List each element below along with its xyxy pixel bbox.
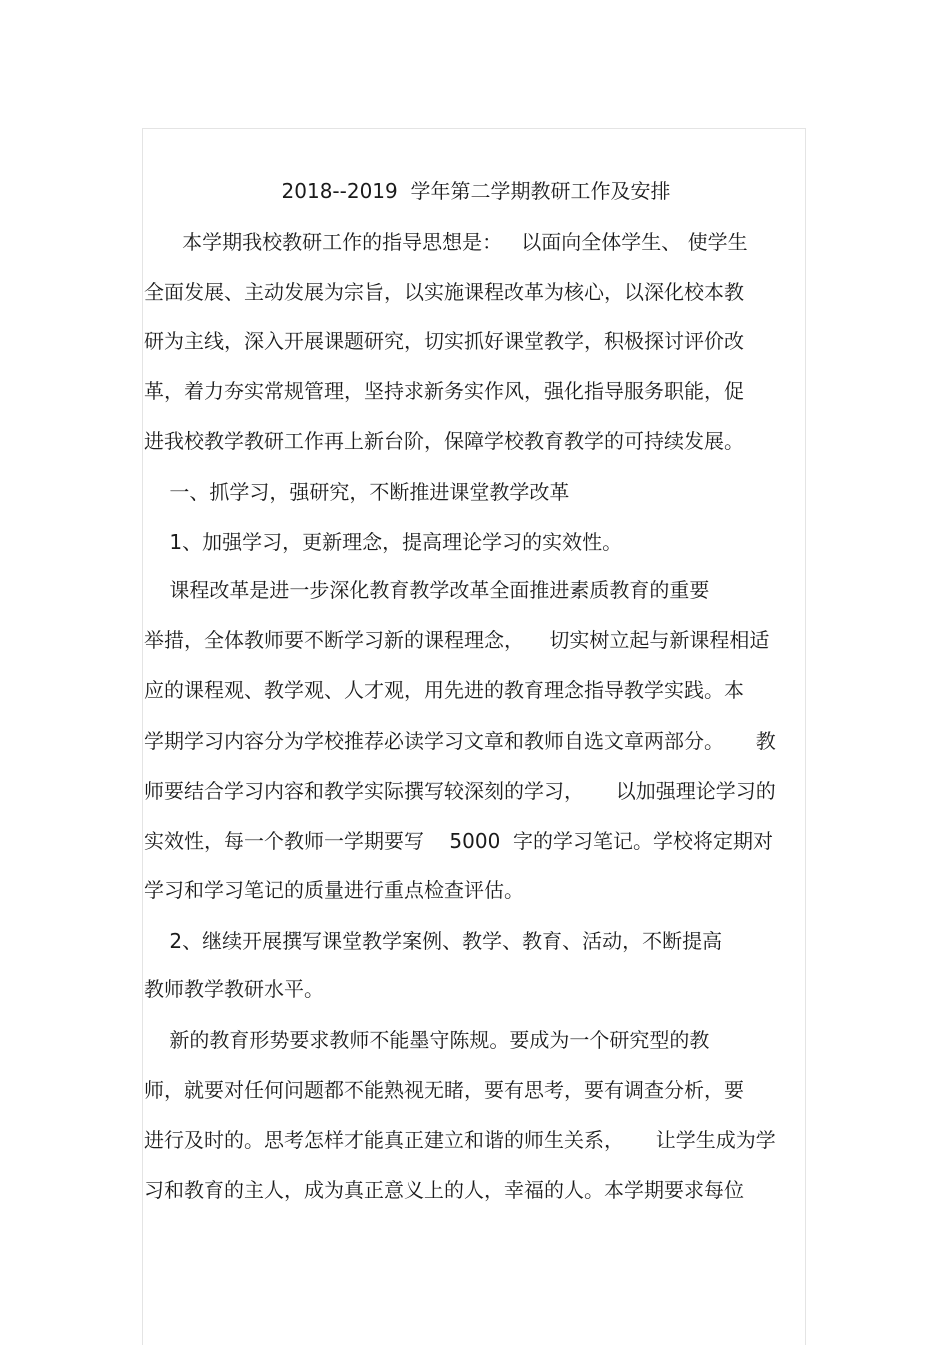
section-heading: 一、抓学习，强研究，不断推进课堂教学改革	[144, 480, 570, 504]
subsection-heading: 2、继续开展撰写课堂教学案例、教学、教育、活动，不断提高	[144, 929, 723, 953]
paragraph-line: 课程改革是进一步深化教育教学改革全面推进素质教育的重要	[144, 578, 710, 602]
subsection-heading: 1、加强学习，更新理念，提高理论学习的实效性。	[144, 530, 623, 554]
paragraph-line: 学习和学习笔记的质量进行重点检查评估。	[144, 878, 524, 902]
paragraph-line: 学期学习内容分为学校推荐必读学习文章和教师自选文章两部分。 教	[144, 729, 776, 753]
paragraph-line: 习和教育的主人，成为真正意义上的人，幸福的人。本学期要求每位	[144, 1178, 744, 1202]
paragraph-line: 进行及时的。思考怎样才能真正建立和谐的师生关系， 让学生成为学	[144, 1128, 776, 1152]
paragraph-line: 师，就要对任何问题都不能熟视无睹，要有思考，要有调查分析，要	[144, 1078, 744, 1102]
paragraph-line: 全面发展、主动发展为宗旨，以实施课程改革为核心，以深化校本教	[144, 280, 744, 304]
paragraph-line: 新的教育形势要求教师不能墨守陈规。要成为一个研究型的教	[144, 1028, 710, 1052]
paragraph-line: 师要结合学习内容和教学实际撰写较深刻的学习， 以加强理论学习的	[144, 779, 776, 803]
paragraph-line: 举措，全体教师要不断学习新的课程理念， 切实树立起与新课程相适	[144, 628, 770, 652]
paragraph-line: 教师教学教研水平。	[144, 977, 324, 1001]
paragraph-line: 应的课程观、教学观、人才观，用先进的教育理念指导教学实践。本	[144, 678, 744, 702]
paragraph-line: 实效性，每一个教师一学期要写 5000 字的学习笔记。学校将定期对	[144, 829, 774, 853]
paragraph-line: 本学期我校教研工作的指导思想是： 以面向全体学生、 使学生	[144, 230, 748, 254]
paragraph-line: 研为主线，深入开展课题研究，切实抓好课堂教学，积极探讨评价改	[144, 329, 744, 353]
document-title: 2018--2019 学年第二学期教研工作及安排	[281, 179, 671, 203]
paragraph-line: 革，着力夯实常规管理，坚持求新务实作风，强化指导服务职能，促	[144, 379, 744, 403]
paragraph-line: 进我校教学教研工作再上新台阶，保障学校教育教学的可持续发展。	[144, 429, 744, 453]
